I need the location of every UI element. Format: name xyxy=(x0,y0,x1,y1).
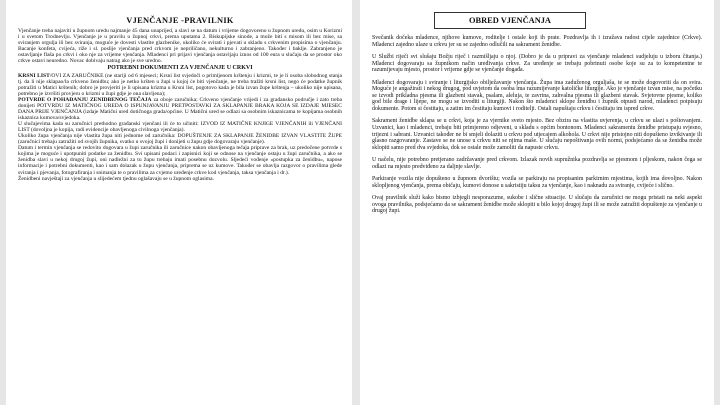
left-document-page xyxy=(6,0,352,405)
ceremony-paragraph-7: Ovaj pravilnik služi kako bismo izbjegli nesporazume, sukobe i slične situacije. U slučaju da zaručnici ne mogu pristati na neki aspekt ovoga pravilnika, podsjećamo da se sakrament ženidbe može sklopiti u bilo kojoj drugoj župi ili se može zatražiti dopuštenje za vjenčanje u drugoj župi. xyxy=(372,195,702,215)
ceremony-paragraph-3: Mladenci dogovaraju i sviranje i liturgijsko obilježavanje vjenčanja. Župa ima zaduženog orguljaša, te se može dogovoriti da on svira. Moguće je angažirati i nekog drugog, pod uvjetom da osoba ima razumijevanje katoličke liturgije. Ako je vjenčanje izvan mise, na početku se izvodi prikladna pjesma ili glazbeni stavak, psalam, aleluja, te zavrina, zahvalna pjesma ili glazbeni stavak. Svjetovne pjesme, koliko god bile drage i lijepe, ne mogu se izvoditi u liturgiji. Nakon što mladenci sklope ženidbu i župnik otpusti narod, mladenci potpisuju dokumente. Potom si čestitaju, a zatim im čestitaju kumovi i roditelji. Ostali napuštaju crkvu i čestitaju im ispred crkve. xyxy=(372,79,702,112)
ceremony-title: OBRED VJENČANJA xyxy=(434,12,586,29)
marriage-course-text: za oboje zaručnika; Crkveno vjenčanje vrijedi i za građansko područje i zato treba donijeti POTVRDU IZ MATIČNOG UREDA O ISPUNJAVANJU PRETPOSTAVKI ZA SKLAPANJE BRAKA KOJA SE IZDAJE MJESEC DANA PRIJE VJENČANJA (izdaje Matični ured dotičnoga grada/općine. U Matični ured se odlazi sa osobnim iskaznicama te kopijama osobnih iskaznica kumova/svjedoka. xyxy=(18,96,342,122)
ceremony-paragraph-2: U Službi riječi svi slušaju Božju riječ i razmišljaju o njoj. (Dobro je da u pripravi za vjenčanje mladenci sudjeluju u izboru čitanja.) Mladenci dogovaraju sa župnikom način uređivanja crkve. Za uređenje se trebaju pobrinuti osobe koje su za to kompetentne te razumijevaju mjesto, prostor i vrijeme gdje se vjenčanje događa. xyxy=(372,54,702,74)
ceremony-paragraph-1: Svečanik dočeka mladence, njihove kumove, roditelje i ostale koji ih prate. Pozdravlja ih i izražava radost cijele zajednice (Crkve). Mladenci zajedno ulaze u crkvu jer su se zajedno odlučili na sakrament ženidbe. xyxy=(372,35,702,48)
baptism-certificate-paragraph xyxy=(18,73,342,97)
parish-permission-paragraph: Ukoliko župa vjenčanja nije vlastita župa niti jednome od zaručnika: DOPUŠTENJE ZA SKLAPANJE ŽENIDBE IZVAN VLASTITE ŽUPE (zaručnici trebaju zatražiti od svojih župnika, svatko u svojoj župi i donijeti u župu gdje dogovaraju vjenčanje). xyxy=(18,133,342,146)
baptism-certificate-label: KRSNI LIST xyxy=(18,72,50,79)
document-title: VJENČANJE -PRAVILNIK xyxy=(126,16,234,25)
scheduling-paragraph: Datum i termin vjenčanja se redovito dogovara u župi zaručnika ili zaručnice nakon obavljenoga tečaja priprave za brak, uz predočene potvrde s kojima je moguće i upotpuniti podatke za ženidbu. Svi upisani podaci i zapisnici koji se odnose na vjenčanje ostaju u župi zaručnika, a ako se ženidba slavi u nekoj drugoj župi, oni nadležni za tu župu trebaju imati posebnu dozvolu. Sljedeći vođenje «postupka za ženidbu», napose informacije i potrebni dokumenti, kao i sam dolazak u župu vjenčanja, priprema se uz kumove. Također se obavlja razgovor o pravilima glede sviranja i pjevanja, fotografiranja i snimanja te o pravilima za cvjetno uređenje crkve kod vjenčanja, taksa vjenčanja i dr.). xyxy=(18,145,342,176)
ceremony-paragraph-6: Parkiranje vozila nije dopušteno u župnom dvorištu; vozila se parkiraju na propisanim parkirnim mjestima, kojih ima dovoljno. Nakon sklopljenog vjenčanja, prema običaju, kumovi donose u sakristiju taksu za vjenčanje, kao i naknadu za sviranje, cvijeće i slično. xyxy=(372,176,702,189)
baptism-certificate-text: /OVI ZA ZARUČNIKE (ne stariji od 6 mjeseci; Krsni list svjedoči o primljenom krštenju i krizmi, te je li osoba slobodnog stanja tj. da li nije sklapao/la crkveno ženidbu; ako je netko kršten u župi u kojoj će biti vjenčanje, ne treba tražiti krsni list, nego će podatke župnik potražiti u Matici krštenih; dobro je provjeriti je li upisana krizma u Krsni list, pogotovo kada je bila izvan župe krštenja – ukoliko nije upisana, potrebno je izvršiti provjeru o krizmi u župi gdje je ona slavljena); xyxy=(18,72,342,97)
right-document-page xyxy=(360,0,714,405)
ceremony-paragraph-5: U načelu, nije potrebno pretjerano zadržavanje pred crkvom. Izlazak novih supružnika pozdravlja se pjesmom i pljeskom, nakon čega se odlazi na mjesto predviđeno za daljnje slavlje. xyxy=(372,157,702,170)
marriage-course-label: POTVRDE O POHAĐANJU ZENIDBENOG TEČAJA xyxy=(18,96,152,103)
civil-marriage-paragraph: U slučajevima kada su zaručnici prethodno građanski vjenčani ili će to učiniti: IZVOD IZ MATIČNE KNJIGE VJENČANIH ili VJENČANI LIST (dovoljna je kopija, radi evidencije obavljenoga civilnoga vjenčanja). xyxy=(18,121,342,134)
documents-subheading: POTREBNI DOKUMENTI ZA VJENČANJE U CRKVI xyxy=(107,65,253,72)
ceremony-paragraph-4: Sakrament ženidbe sklapa se u crkvi, koja je za vjernike sveto mjesto. Bez obzira na vlastita uvjerenja, u crkvu se ulazi s poštovanjem. Uzvanici, kao i mladenci, trebaju biti primjereno odjeveni, u skladu s općim bontonom. Mladenci sakramentu ženidbe pristupaju svjesno, trijezni i sabrani. Uzvanici također ne bi smjeli dolaziti u crkvu pod utjecajem alkohola. U crkvi nije pristojno niti dopušteno izvikivanje ili glasno razgovaranje. Zastave se ne unose u crkvu niti se njima maše. U slučaju nepoštivanja ovih normi, podsjećamo da se ženidba može sklopiti samo pred dva svjedoka, dok se ostale može zamoliti da napuste crkvu. xyxy=(372,118,702,151)
banns-paragraph: Ženidbeni navještaji za vjenčanja u slijedećem tjednu oglašavaju se u župnom oglasima. xyxy=(18,175,214,182)
intro-paragraph: Vjenčanje treba najaviti u župnom uredu najmanje 45 dana unaprijed, a slavi se na datum i vrijeme dogovoreno u župnom uredu, osim u Korizmi i u svetom Trodnevlju. Vjenčanje je u pravilu u župnoj crkvi, prema uputama 2. Biskupijske sinode, a može biti s misom ili bez mise, sa sviranjem orgulja ili bez sviranja, moguće je dovesti vlastite glazbenike, ukoliko će svirati i pjevati u skladu s crkvenim propisima o vjenčanju. Bacanje konfeta, cvijeća, riže i sl. poslije vjenčanja pred crkvom je nepriličano, nekulturno i zabranjeno. Također i baklje. Zabranjeno je ostavljanje flaša po crkvi i oko nje za vrijeme vjenčanja. Mladenci pri prijavi vjenčanja ostavljaju iznos od 100 eura u slučaju da se prostor oko crkve ostavi neuredno. Novac dobivaju natrag ako je sve uredno. xyxy=(18,28,342,65)
marriage-course-paragraph xyxy=(18,97,342,121)
